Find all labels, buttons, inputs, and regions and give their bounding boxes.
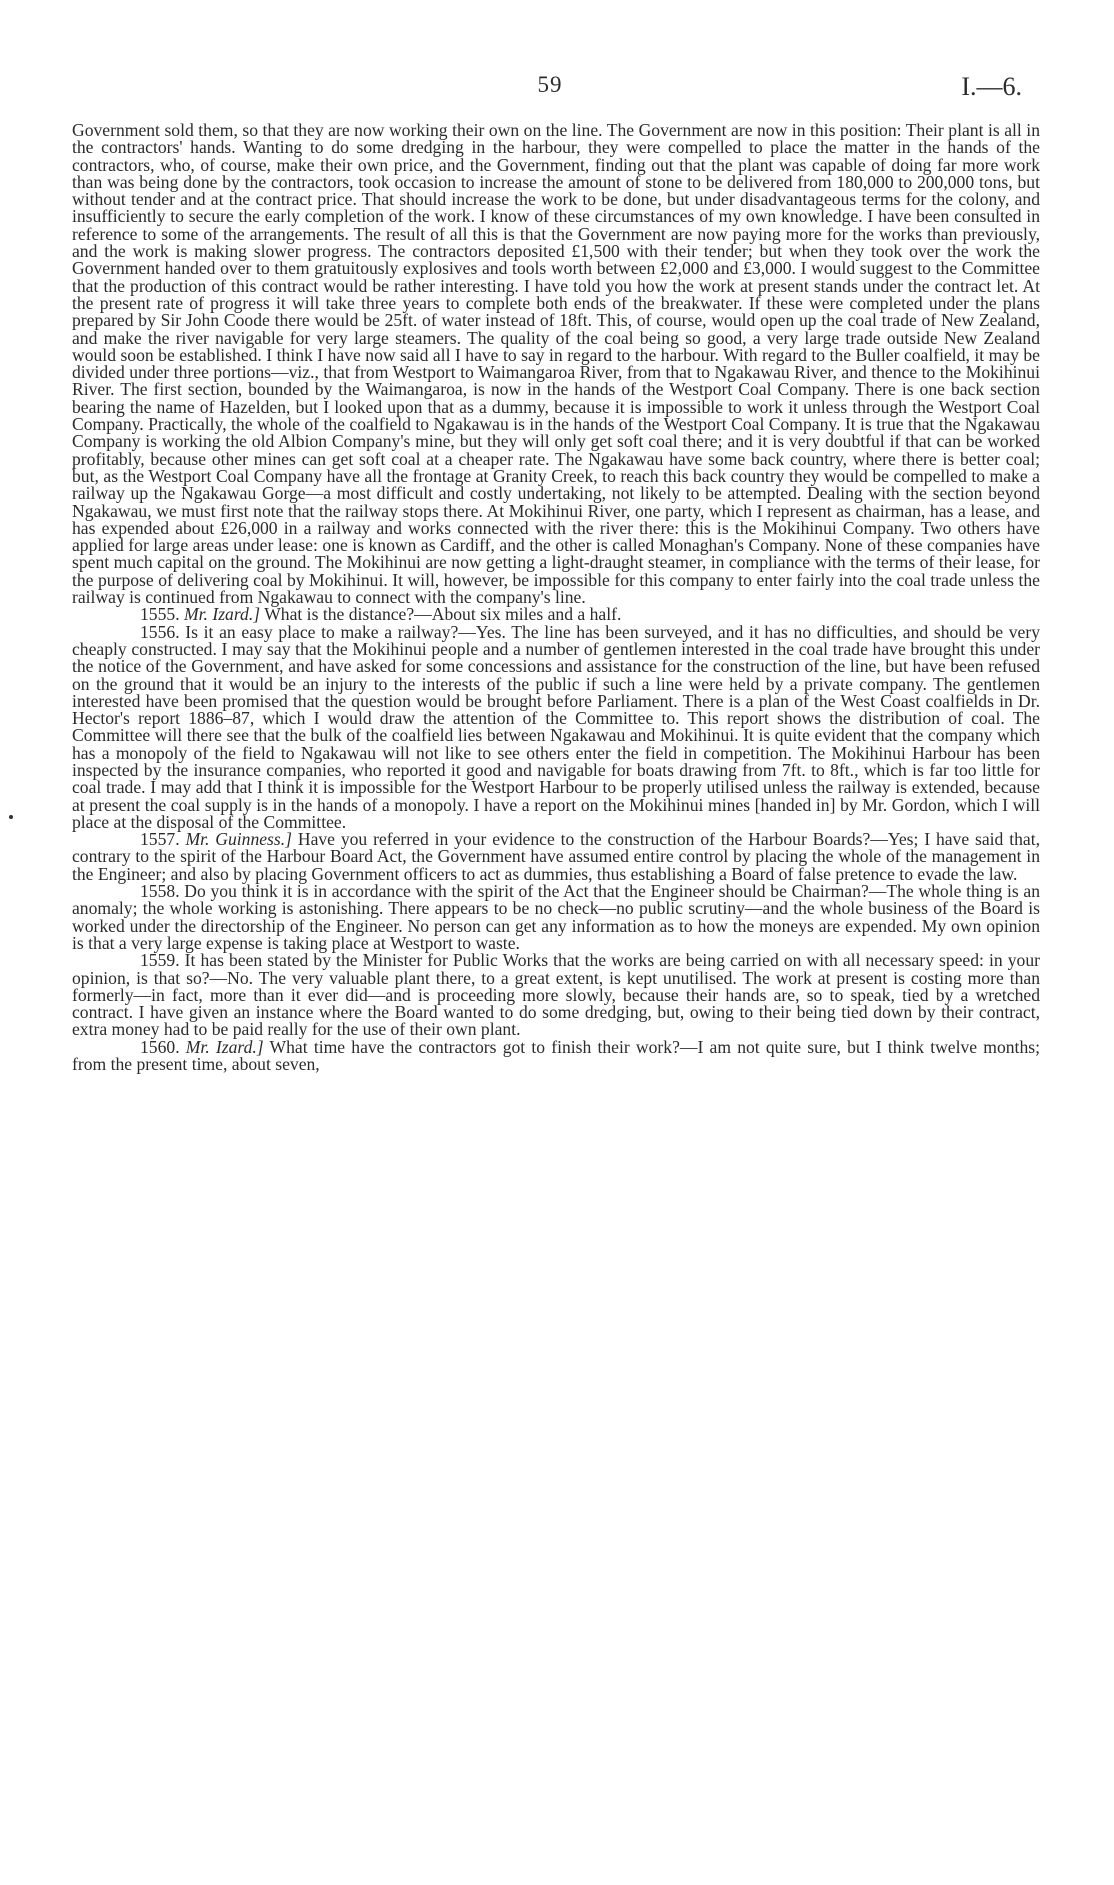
question-1559 bbox=[72, 952, 1040, 1038]
question-1558 bbox=[72, 883, 1040, 952]
speaker-name: Mr. Izard.] bbox=[184, 604, 261, 625]
question-1560 bbox=[72, 1036, 1040, 1075]
question-number: 1559. bbox=[140, 950, 180, 971]
margin-mark bbox=[9, 815, 13, 819]
question-number: 1558. bbox=[140, 881, 180, 902]
document-reference: I.—6. bbox=[961, 72, 1022, 101]
question-text: It has been stated by the Minister for Public Works that the works are being carried on with all necessary speed: in your opinion, is that so?—No. The very valuable plant there, to a great extent, is kept unutilised. The work at present is costing more than formerly—in fact, more than it ever did—and is proceeding more slowly, because their hands are, so to speak, tied by a wretched contract. I have given an instance where the Board wanted to do some dredging, but, owing to their being tied down by their contract, extra money had to be paid really for the use of their own plant. bbox=[72, 950, 1040, 1040]
speaker-name: Mr. Guinness.] bbox=[185, 829, 292, 850]
speaker-name: Mr. Izard.] bbox=[185, 1036, 264, 1057]
paragraph-text: Government sold them, so that they are now working their own on the line. The Government are now in this position: Their plant is all in the contractors' hands. Wanting to do some dredging in the harbour, they were compelled to place the matter in the hands of the contractors, who, of course, make their own price, and the Government, finding out that the plant was capable of doing far more work than was being done by the contractors, took occasion to increase the amount of stone to be delivered from 180,000 to 200,000 tons, but without tender and at the contract price. That should increase the work to be done, but under disadvantageous terms for the colony, and insufficiently to secure the early completion of the work. I know of these circumstances of my own knowledge. I have been consulted in reference to some of the arrangements. The result of all this is that the Government are now paying more for the works than previously, and the work is making slower progress. The contractors deposited £1,500 with their tender; but when they took over the work the Government handed over to them gratuitously explosives and tools worth between £2,000 and £3,000. I would suggest to the Committee that the production of this contract would be rather interesting. I have told you how the work at present stands under the contract let. At the present rate of progress it will take three years to complete both ends of the breakwater. If these were completed under the plans prepared by Sir John Coode there would be 25ft. of water instead of 18ft. This, of course, would open up the coal trade of New Zealand, and make the river navigable for very large steamers. The quality of the coal being so good, a very large trade outside New Zealand would soon be established. I think I have now said all I have to say in regard to the harbour. With regard to the Buller coalfield, it may be divided under three portions—viz., that from Westport to Waimangaroa River, from that to Ngakawau River, and thence to the Mokihinui River. The first section, bounded by the Waimangaroa, is now in the hands of the Westport Coal Company. There is one back section bearing the name of Hazelden, but I looked upon that as a dummy, because it is impossible to work it unless through the Westport Coal Company. Practically, the whole of the coalfield to Ngakawau is in the hands of the Westport Coal Company. It is true that the Ngakawau Company is working the old Albion Company's mine, but they will only get soft coal there; and it is very doubtful if that can be worked profitably, because other mines can get soft coal at a cheaper rate. The Ngakawau have some back country, where there is better coal; but, as the Westport Coal Company have all the frontage at Granity Creek, to reach this back country they would be compelled to make a railway up the Ngakawau Gorge—a most difficult and costly undertaking, not likely to be attempted. Dealing with the section beyond Ngakawau, we must first note that the railway stops there. At Mokihinui River, one party, which I represent as chairman, has a lease, and has expended about £26,000 in a railway and works connected with the river there: this is the Mokihinui Company. Two others have applied for large areas under lease: one is known as Cardiff, and the other is called Monaghan's Company. None of these companies have spent much capital on the ground. The Mokihinui are now getting a light-draught steamer, in compliance with the terms of their lease, for the purpose of delivering coal by Mokihinui. It will, however, be impossible for this company to enter fairly into the coal trade unless the railway is continued from Ngakawau to connect with the company's line. bbox=[72, 120, 1040, 608]
question-number: 1555. bbox=[140, 604, 180, 625]
question-number: 1560. bbox=[140, 1036, 180, 1057]
question-text: Do you think it is in accordance with the spirit of the Act that the Engineer should be Chairman?—The whole thing is an anomaly; the whole working is astonishing. There appears to be no check—no public scrutiny—and the whole business of the Board is worked under the directorship of the Engineer. No person can get any information as to how the moneys are expended. My own opinion is that a very large expense is taking place at Westport to waste. bbox=[72, 881, 1040, 953]
body-text bbox=[72, 122, 1040, 1073]
question-text: Have you referred in your evidence to the construction of the Harbour Boards?—Yes; I have said that, contrary to the spirit of the Harbour Board Act, the Government have assumed entire control by placing the whole of the management in the Engineer; and also by placing Government officers to act as dummies, thus establishing a Board of false pretence to evade the law. bbox=[72, 829, 1040, 884]
question-text: What time have the contractors got to finish their work?—I am not quite sure, but I think twelve months; from the present time, about seven, bbox=[72, 1036, 1040, 1075]
question-text: Is it an easy place to make a railway?—Yes. The line has been surveyed, and it has no difficulties, and should be very cheaply constructed. I may say that the Mokihinui people and a number of gentlemen interested in the coal trade have brought this under the notice of the Government, and have asked for some concessions and assistance for the construction of the line, but have been refused on the ground that it would be an injury to the interests of the public if such a line were held by a private company. The gentlemen interested have been promised that the question would be brought before Parliament. There is a plan of the West Coast coalfields in Dr. Hector's report 1886–87, which I would draw the attention of the Committee to. This report shows the distribution of coal. The Committee will there see that the bulk of the coalfield lies between Ngakawau and Mokihinui. It is quite evident that the company which has a monopoly of the field to Ngakawau will not like to see others enter the field in competition. The Mokihinui Harbour has been inspected by the insurance companies, who reported it good and navigable for boats drawing from 7ft. to 8ft., which is far too little for coal trade. I may add that I think it is impossible for the Westport Harbour to be properly utilised unless the railway is extended, because at present the coal supply is in the hands of a monopoly. I have a report on the Mokihinui mines [handed in] by Mr. Gordon, which I will place at the disposal of the Committee. bbox=[72, 621, 1041, 832]
question-number: 1557. bbox=[140, 829, 180, 850]
question-1556 bbox=[72, 621, 1041, 832]
page-number: 59 bbox=[537, 72, 563, 97]
question-1557 bbox=[72, 831, 1040, 883]
continuation-paragraph bbox=[72, 122, 1040, 606]
question-number: 1556. bbox=[140, 621, 180, 642]
question-text: What is the distance?—About six miles and a half. bbox=[264, 604, 622, 625]
